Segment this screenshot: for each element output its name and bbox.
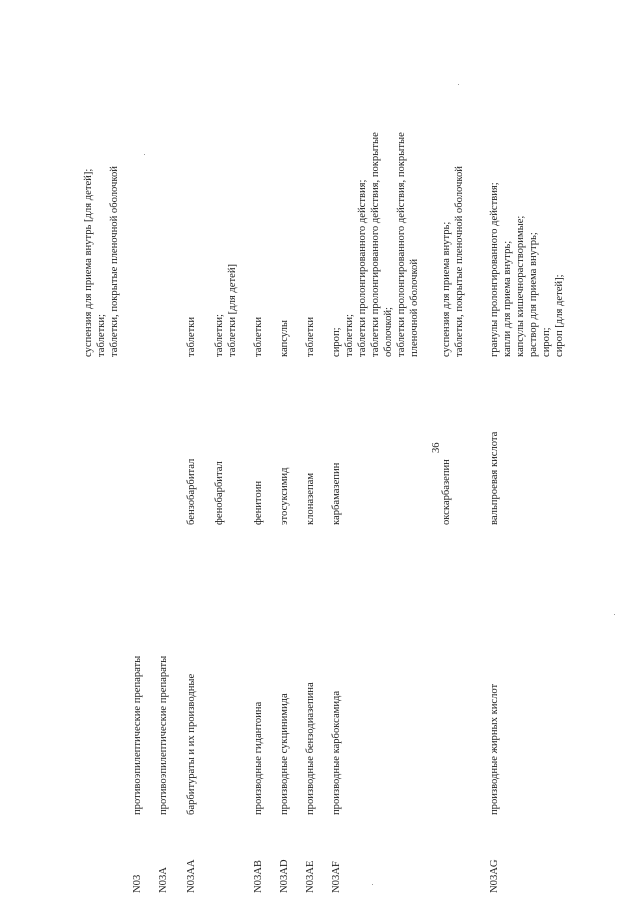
form-line: таблетки пролонгированного действия, покрытые [370,132,381,357]
atc-group-name: производные бензодиазепина [305,682,316,815]
form-line: таблетки [для детей] [227,263,238,357]
forms-cell-continued [82,166,121,357]
form-line: капли для приема внутрь; [502,240,513,357]
atc-code: N03AF [331,861,342,893]
drug-name: карбамазепин [331,462,342,525]
atc-code: N03AA [186,859,197,893]
atc-group-name: производные сукцинимида [279,693,290,815]
drug-name: бензобарбитал [186,458,197,525]
form-line: таблетки, покрытые пленочной оболочкой [454,166,465,357]
forms-cell [185,317,198,357]
forms-cell [440,166,466,357]
scan-speck [614,614,615,615]
drug-name: этосуксимид [279,467,290,525]
atc-code: N03AG [489,859,500,893]
form-line: таблетки [186,316,197,357]
form-line: суспензия для приема внутрь; [441,221,452,357]
forms-cell [252,317,265,357]
form-line: гранулы пролонгированного действия; [489,182,500,357]
drug-name: вальпроевая кислота [489,431,500,525]
form-line: капсулы [279,319,290,357]
atc-group-name: противоэпилептические препараты [158,655,169,815]
form-line: раствор для приема внутрь; [528,232,539,357]
form-line: таблетки пролонгированного действия, покрытые [396,132,407,357]
form-line: оболочкой; [383,307,394,357]
scan-speck [144,154,145,155]
atc-code: N03 [132,874,143,893]
form-line: таблетки, покрытые пленочной оболочкой [109,166,120,357]
forms-cell [213,264,239,357]
form-line: капсулы кишечнорастворимые; [515,215,526,357]
drug-name: фенитоин [253,480,264,525]
forms-cell [330,132,421,357]
drug-name: фенобарбитал [214,461,225,525]
forms-cell [488,182,566,357]
atc-group-name: барбитураты и их производные [186,673,197,815]
page-number: 36 [431,442,442,453]
forms-cell [304,317,317,357]
form-line: таблетки [305,316,316,357]
atc-group-name: противоэпилептические препараты [132,655,143,815]
form-line: сироп; [331,327,342,357]
form-line: таблетки; [344,314,355,357]
form-line: таблетки; [96,314,107,357]
atc-group-name: производные гидантоина [253,701,264,815]
form-line: таблетки [253,316,264,357]
form-line: пленочной оболочкой [409,258,420,357]
scan-speck [458,84,459,85]
form-line: таблетки; [214,314,225,357]
atc-group-name: производные карбоксамида [331,690,342,815]
form-line: сироп; [541,327,552,357]
forms-cell [278,320,291,357]
drug-name: окскарбазепин [441,459,452,525]
atc-code: N03AD [279,859,290,893]
atc-code: N03AB [253,860,264,893]
atc-code: N03A [158,867,169,893]
atc-group-name: производные жирных кислот [489,683,500,815]
form-line: сироп [для детей]; [554,274,565,357]
form-line: суспензия для приема внутрь [для детей]; [83,168,94,357]
drug-name: клоназепам [305,472,316,525]
atc-code: N03AE [305,860,316,893]
form-line: таблетки пролонгированного действия; [357,179,368,357]
scan-speck [372,884,373,885]
